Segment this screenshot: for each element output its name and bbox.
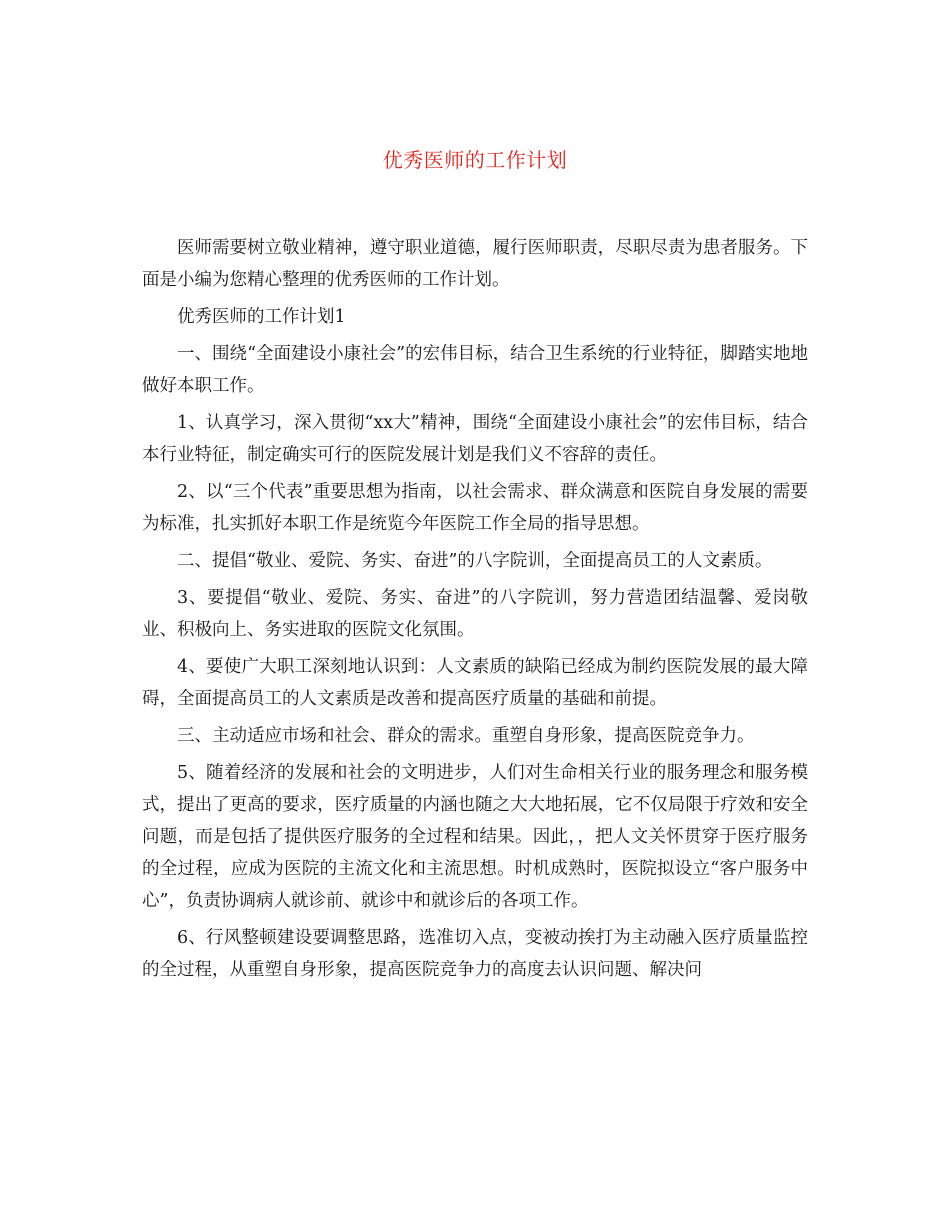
document-body (142, 232, 808, 991)
section-heading: 优秀医师的工作计划1 (177, 307, 346, 327)
intro-paragraph: 医师需要树立敬业精神，遵守职业道德，履行医师职责，尽职尽责为患者服务。下面是小编为您精心整理的优秀医师的工作计划。 (142, 238, 808, 290)
body-paragraph: 1、认真学习，深入贯彻“xx大”精神，围绕“全面建设小康社会”的宏伟目标，结合本行业特征，制定确实可行的医院发展计划是我们义不容辞的责任。 (142, 413, 808, 465)
body-paragraph: 4、要使广大职工深刻地认识到：人文素质的缺陷已经成为制约医院发展的最大障碍，全面提高员工的人文素质是改善和提高医疗质量的基础和前提。 (142, 657, 808, 709)
body-paragraph: 一、围绕“全面建设小康社会”的宏伟目标，结合卫生系统的行业特征，脚踏实地地做好本职工作。 (142, 344, 808, 396)
body-paragraph: 二、提倡“敬业、爱院、务实、奋进”的八字院训，全面提高员工的人文素质。 (177, 551, 773, 571)
document-title: 优秀医师的工作计划 (382, 148, 568, 172)
body-paragraph: 2、以“三个代表”重要思想为指南，以社会需求、群众满意和医院自身发展的需要为标准，扎实抓好本职工作是统览今年医院工作全局的指导思想。 (142, 482, 808, 534)
body-paragraph: 3、要提倡“敬业、爱院、务实、奋进”的八字院训，努力营造团结温馨、爱岗敬业、积极向上、务实进取的医院文化氛围。 (142, 588, 808, 640)
body-paragraph: 5、随着经济的发展和社会的文明进步，人们对生命相关行业的服务理念和服务模式，提出了更高的要求，医疗质量的内涵也随之大大地拓展，它不仅局限于疗效和安全问题，而是包括了提供医疗服务的全过程和结果。因此，，把人文关怀贯穿于医疗服务的全过程，应成为医院的主流文化和主流思想。时机成熟时，医院拟设立“客户服务中心”，负责协调病人就诊前、就诊中和就诊后的各项工作。 (142, 763, 808, 911)
body-paragraph: 三、主动适应市场和社会、群众的需求。重塑自身形象，提高医院竞争力。 (177, 726, 755, 746)
body-paragraph: 6、行风整顿建设要调整思路，选准切入点，变被动挨打为主动融入医疗质量监控的全过程，从重塑自身形象，提高医院竞争力的高度去认识问题、解决问 (142, 928, 808, 980)
